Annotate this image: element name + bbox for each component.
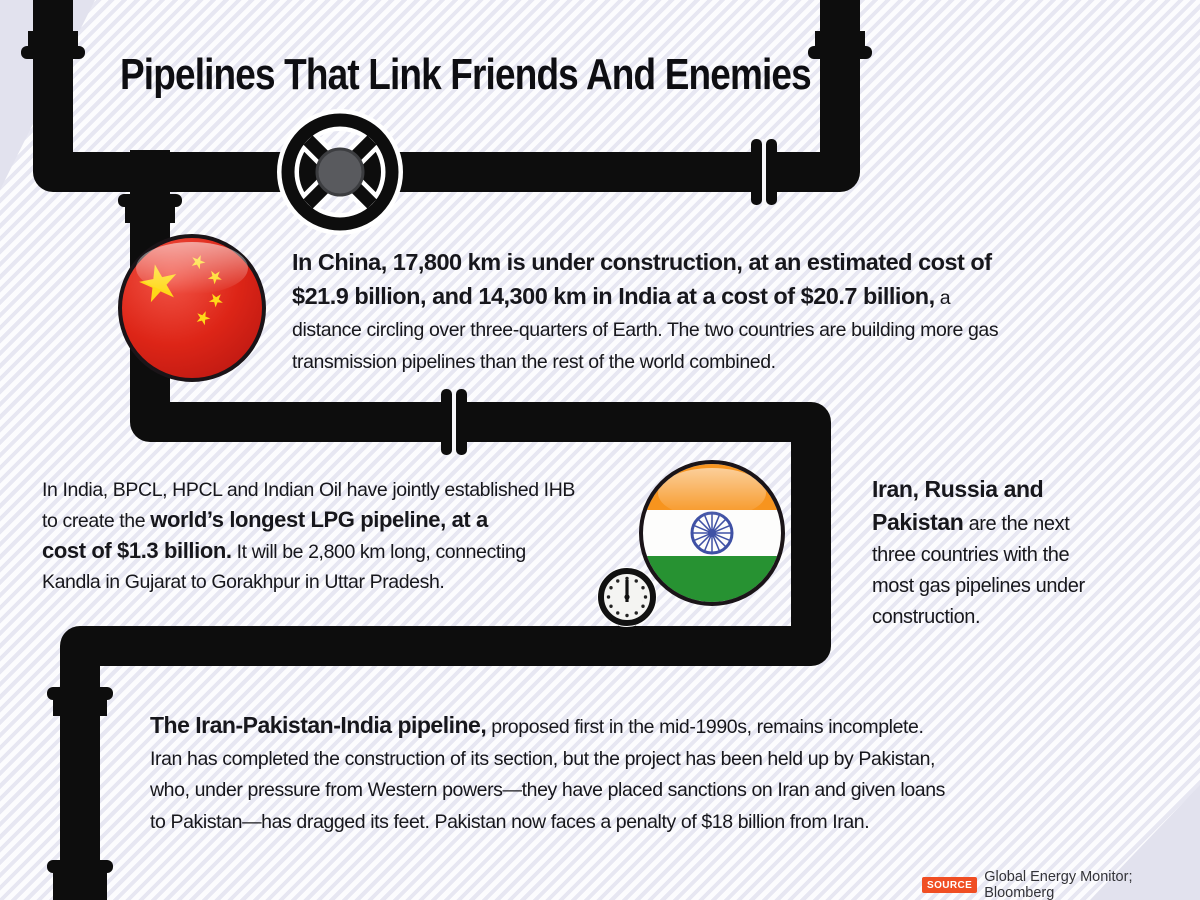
flange-mid-horizontal <box>441 389 467 455</box>
flange-bottom-left-lower <box>47 860 113 900</box>
source-line <box>922 869 1200 900</box>
ashoka-chakra <box>692 513 732 553</box>
china-paragraph: In China, 17,800 km is under construction, at an estimated cost of $21.9 billion, and 14,300 km in India at a cost of $20.7 billion, a distance circling over three-quarters of Earth. The two countries are building more gas transmission pipelines than the rest of the world combined. <box>292 249 999 373</box>
china-flag-icon <box>120 236 264 380</box>
flange-top-horizontal <box>751 139 777 205</box>
page-title: Pipelines That Link Friends And Enemies <box>120 50 811 99</box>
source-badge: SOURCE <box>922 877 977 893</box>
flange-bottom-left-upper <box>47 687 113 716</box>
flange-china-branch <box>118 194 182 223</box>
india-flag-icon <box>640 461 784 605</box>
iran-russia-pakistan-paragraph: Iran, Russia and Pakistan are the next three countries with the most gas pipelines under construction. <box>872 476 1085 628</box>
iran-pakistan-india-paragraph: The Iran-Pakistan-India pipeline, proposed first in the mid-1990s, remains incomplete. Iran has completed the construction of its section, but the project has been held up by Pakistan, who, under pressure from Western powers—they have placed sanctions on Iran and given loans to Pakistan—has dragged its feet. Pakistan now faces a penalty of $18 billion from Iran. <box>150 712 946 833</box>
flange-top-right <box>808 31 872 59</box>
flange-top-left <box>21 31 85 59</box>
source-text: Global Energy Monitor; Bloomberg <box>984 869 1133 900</box>
india-paragraph: In India, BPCL, HPCL and Indian Oil have jointly established IHB to create the world’s longest LPG pipeline, at a cost of $1.3 billion. It will be 2,800 km long, connecting Kandla in Gujarat to Gorakhpur in Uttar Pradesh. <box>42 479 575 593</box>
